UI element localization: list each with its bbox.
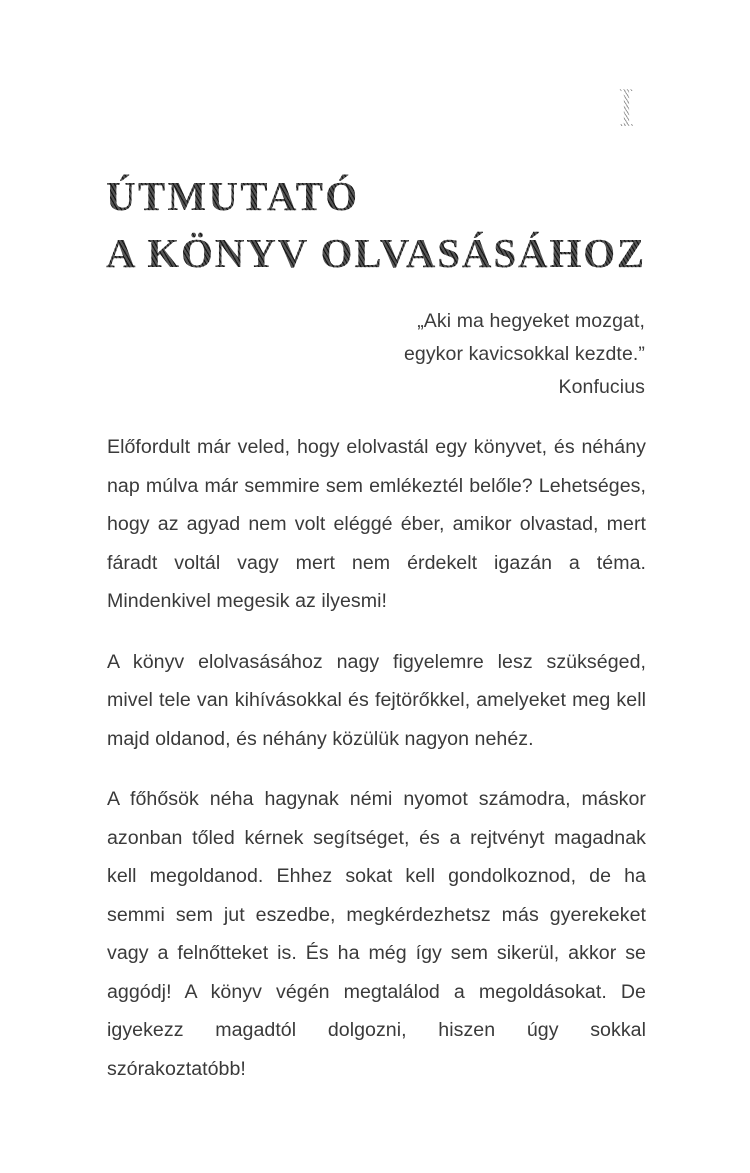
page-title [106, 168, 666, 282]
epigraph-line-1: „Aki ma hegyeket mozgat, [417, 310, 645, 332]
roman-numeral-one-ornament-icon: I [617, 77, 637, 139]
body-paragraph: A főhősök néha hagynak némi nyomot számodra, máskor azonban tőled kérnek segítséget, és a rejtvényt magadnak kell megoldanod. Ehhez sokat kell gondolkoznod, de ha semmi sem jut eszedbe, megkérdezhetsz más gyerekeket vagy a felnőtteket is. És ha még így sem sikerül, akkor se aggódj! A könyv végén megtalálod a megoldásokat. De igyekezz magadtól dolgozni, hiszen úgy sokkal szórakoztatóbb! [107, 788, 646, 1080]
body-paragraph: A könyv elolvasásához nagy figyelemre lesz szükséged, mivel tele van kihívásokkal és fejtörőkkel, amelyeket meg kell majd oldanod, és néhány közülük nagyon nehéz. [107, 650, 646, 750]
epigraph-line-2: egykor kavicsokkal kezdte.” [403, 343, 645, 365]
page-title-line-2: A KÖNYV OLVASÁSÁHOZ [106, 225, 666, 282]
body-copy [107, 428, 646, 1088]
body-paragraph: Előfordult már veled, hogy elolvastál egy könyvet, és néhány nap múlva már semmire sem emlékeztél belőle? Lehetséges, hogy az agyad nem volt eléggé éber, amikor olvastad, mert fáradt voltál vagy mert nem érdekelt igazán a téma. Mindenkivel megesik az ilyesmi! [107, 436, 646, 612]
page-title-line-1: ÚTMUTATÓ [106, 168, 666, 225]
epigraph-block [225, 305, 645, 404]
epigraph-attribution: Konfucius [558, 376, 645, 398]
chapter-ornament [604, 76, 650, 140]
